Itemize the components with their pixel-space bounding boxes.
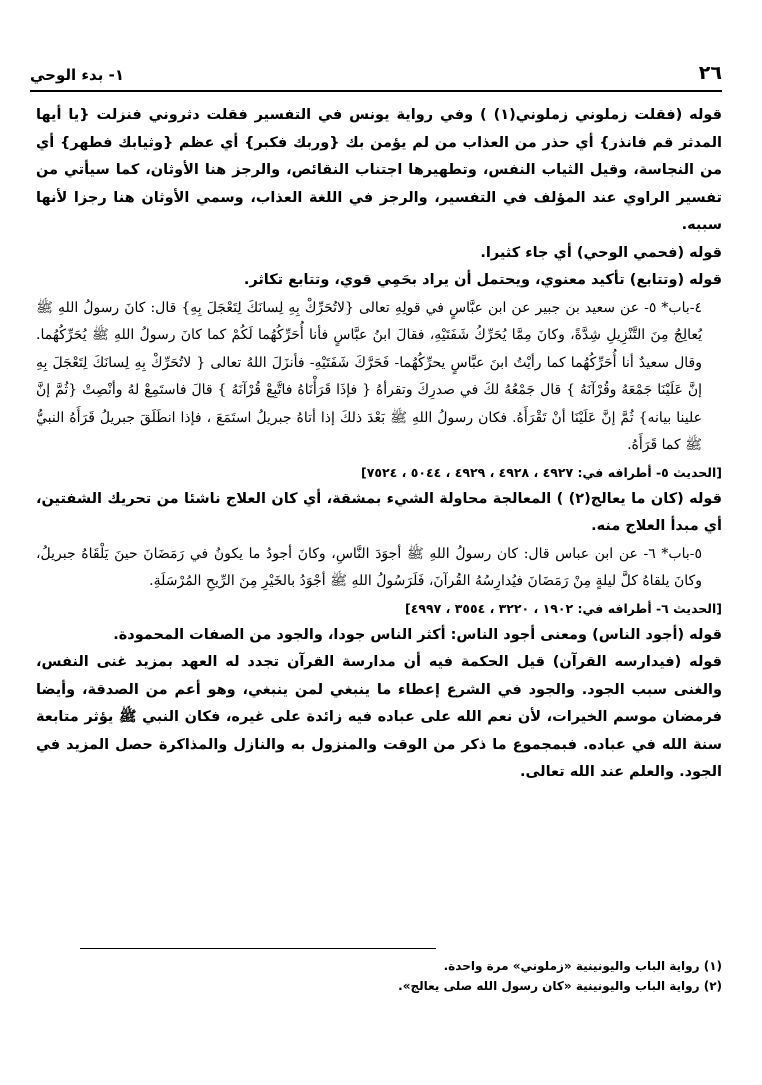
keyword: قوله bbox=[689, 244, 722, 261]
footnote: (١) رواية الباب واليونينية «زملوني» مرة واحدة. bbox=[443, 959, 722, 973]
keyword: قوله bbox=[689, 654, 722, 670]
hadith-text: ٥-باب* ٦- عن ابن عباس قال: كان رسولُ اللهِ ﷺ أجوَدَ النَّاسِ، وكانَ أجودُ ما يكونُ في رَمَضَانَ حينَ يَلْقَاهُ جبريلُ، وكانَ يلقاهُ كلَّ ليلةٍ مِنْ رَمَضَانَ فيُدارِسُهُ القُرآنَ، فَلَرَسُولُ اللهِ ﷺ أجْوَدُ بالخَيْرِ مِنَ الرِّيحِ المُرْسَلَةِ. bbox=[36, 545, 702, 589]
paragraph-text: (وتتابع) تأكيد معنوي، ويحتمل أن يراد بحَمِي قوي، وتتابع تكاثر. bbox=[243, 272, 690, 288]
hadith-reference: [الحديث ٦- أطرافه في: ١٩٠٢ ، ٣٢٢٠ ، ٣٥٥٤ ، ٤٩٩٧] bbox=[404, 600, 722, 616]
paragraph-text: (فقلت زملوني زملوني(١) ) وفي رواية يونس في التفسير فقلت دثروني فنزلت {يا أيها المدثر قم فانذر} أي حذر من العذاب من لم يؤمن بك {وربك فكبر} أي عظم {وثيابك فطهر} أي من النجاسة، وقيل الثياب النفس، وتطهيرها اجتناب النقائص، والرجز هنا الأوثان، كما سيأتي من تفسير الراوي عند المؤلف في التفسير، والرجز في اللغة العذاب، وسمي الأوثان هنا رجزا لأنها سببه. bbox=[36, 107, 722, 233]
footnotes bbox=[80, 956, 722, 996]
commentary-paragraph bbox=[36, 486, 722, 541]
page-number: ٢٦ bbox=[698, 62, 722, 84]
keyword: قوله bbox=[689, 626, 722, 643]
page-header bbox=[30, 56, 722, 84]
paragraph-text: (فيدارسه القرآن) قيل الحكمة فيه أن مدارسة القرآن تجدد له العهد بمزيد غنى النفس، والغنى سبب الجود. والجود في الشرع إعطاء ما ينبغي لمن ينبغي، وهو أعم من الصدقة، وأيضا فرمضان موسم الخيرات، لأن نعم الله على عباده فيه زائدة على غيره، فكان النبي ﷺ يؤثر متابعة سنة الله في عباده. فبمجموع ما ذكر من الوقت والمنزول به والنازل والمذاكرة حصل المزيد في الجود. والعلم عند الله تعالى. bbox=[36, 654, 722, 780]
commentary-paragraph bbox=[36, 649, 722, 787]
keyword: قوله bbox=[689, 490, 722, 507]
chapter-title: ١- بدء الوحي bbox=[30, 66, 124, 84]
hadith-text: ٤-باب* ٥- عن سعيد بن جبير عن ابن عبَّاسٍ في قولِهِ تعالى {لاتُحَرِّكْ بِهِ لِسانَكَ لِتَعْجَلَ بِهِ} قال: كانَ رسولُ اللهِ ﷺ يُعالِجُ مِنَ التَّنْزِيلِ شِدَّةً، وكانَ مِمَّا يُحَرِّكُ شَفَتَيْهِ، فقالَ ابنُ عبَّاسٍ فأنا أُحَرِّكُهُما لَكُمْ كما كانَ رسولُ اللهِ ﷺ يُحَرِّكُهُما. وقال سعيدٌ أنا أُحَرِّكُهُما كما رأيْتُ ابنَ عبَّاسٍ يحرِّكُهُما- فَحَرَّكَ شَفَتَيْهِ- فأنزَلَ اللهُ تعالى { لاتُحَرِّكْ بِهِ لِسانَكَ لِتَعْجَلَ بِهِ إنَّ عَلَيْنَا جَمْعَهُ وقُرْآنَهُ } قال جَمْعُهُ لكَ في صدرِكَ وتقرأهُ { فإذَا قَرَأْنَاهُ فاتَّبِعْ قُرْآنَهُ } قالَ فاستَمِعْ لهُ وأنْصِتْ {ثُمَّ إنَّ علينا بيانه} ثُمَّ إنَّ عَلَيْنَا أنْ تَقْرَأَهُ. فكان رسولُ اللهِ ﷺ بَعْدَ ذلكَ إذا أتاهُ جبريلُ استَمَعَ ، فإذا انطَلَقَ جبريلُ قَرَأَهُ النبيُّ ﷺ كما قَرَأَهُ. bbox=[36, 299, 703, 453]
footnote: (٢) رواية الباب واليونينية «كان رسول الله صلى يعالج». bbox=[398, 979, 722, 993]
footnote-rule bbox=[80, 948, 436, 949]
paragraph-text: (فحمي الوحي) أي جاء كثيرا. bbox=[480, 244, 690, 261]
hadith-reference: [الحديث ٥- أطرافه في: ٤٩٢٧ ، ٤٩٢٨ ، ٤٩٢٩ ، ٥٠٤٤ ، ٧٥٢٤] bbox=[361, 464, 722, 480]
commentary-paragraph bbox=[36, 240, 722, 268]
paragraph-text: (أجود الناس) ومعنى أجود الناس: أكثر الناس جودا، والجود من الصفات المحمودة. bbox=[113, 626, 690, 643]
keyword: قوله bbox=[689, 107, 722, 123]
main-text bbox=[36, 102, 722, 787]
header-rule bbox=[30, 90, 722, 92]
paragraph-text: (كان ما يعالج(٢) ) المعالجة محاولة الشيء بمشقة، أي كان العلاج ناشئا من تحريك الشفتين، أي مبدأ العلاج منه. bbox=[36, 490, 722, 534]
commentary-paragraph bbox=[36, 622, 722, 650]
keyword: قوله bbox=[689, 272, 722, 288]
commentary-paragraph bbox=[36, 102, 722, 240]
commentary-paragraph bbox=[36, 267, 722, 295]
